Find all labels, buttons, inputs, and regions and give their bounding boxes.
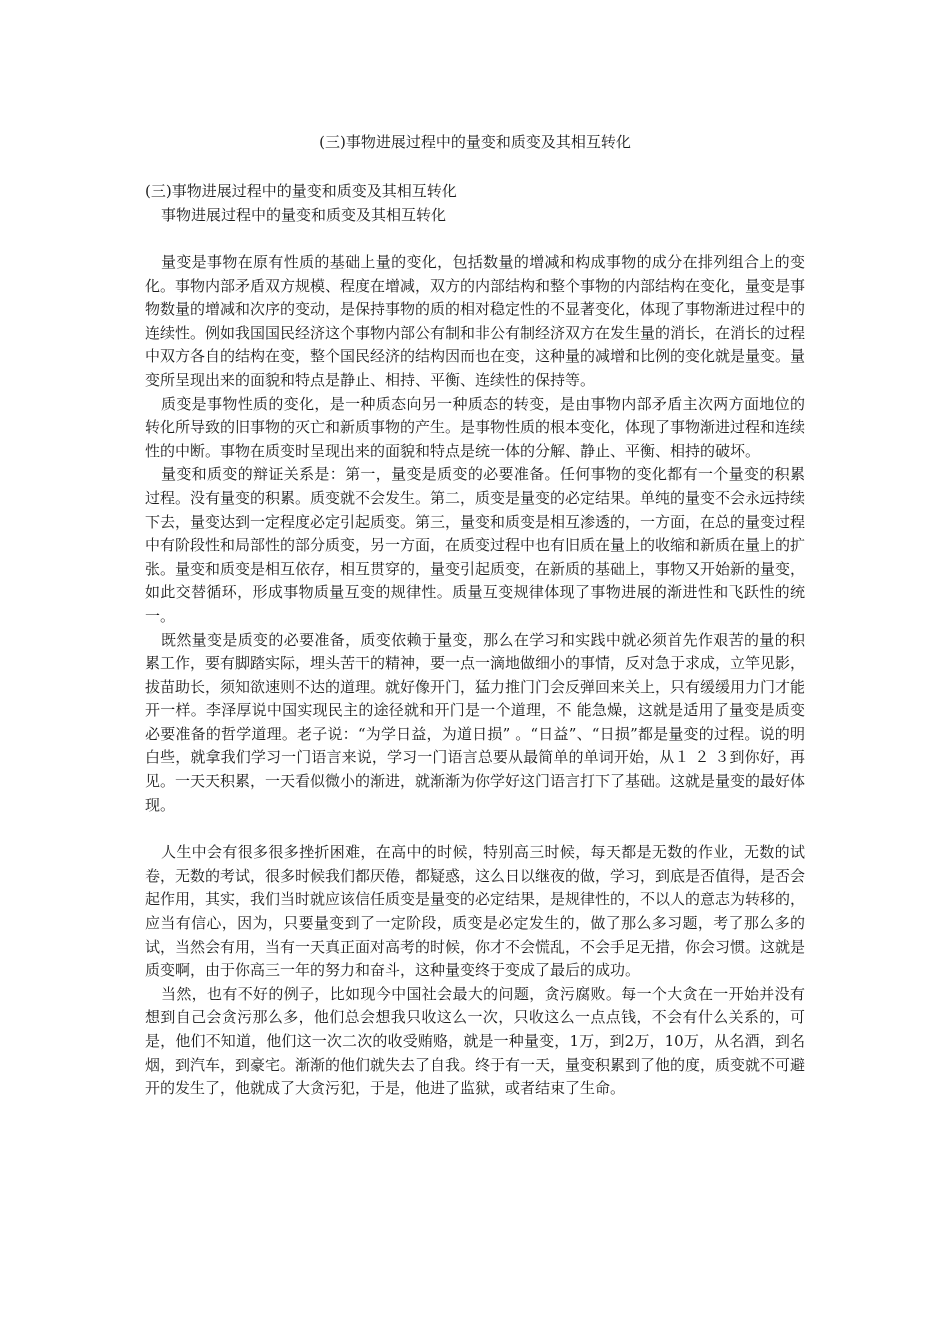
section-heading: (三)事物进展过程中的量变和质变及其相互转化 — [145, 182, 457, 200]
paragraph-qualitative-change: 质变是事物性质的变化，是一种质态向另一种质态的转变，是由事物内部矛盾主次两方面地位的转化所导致的旧事物的灭亡和新质事物的产生。是事物性质的根本变化，体现了事物渐进过程和连续性的中断。事物在质变时呈现出来的面貌和特点是统一体的分解、静止、平衡、相持的破坏。 — [145, 394, 806, 460]
paragraph-quantitative-change: 量变是事物在原有性质的基础上量的变化，包括数量的增减和构成事物的成分在排列组合上的变化。事物内部矛盾双方规模、程度在增减，双方的内部结构和整个事物的内部结构在变化，量变是事物数量的增减和次序的变动，是保持事物的质的相对稳定性的不显著变化，体现了事物渐进过程中的连续性。例如我国国民经济这个事物内部公有制和非公有制经济双方在发生量的消长，在消长的过程中双方各自的结构在变，整个国民经济的结构因而也在变，这种量的减增和比例的变化就是量变。量变所呈现出来的面貌和特点是静止、相持、平衡、连续性的保持等。 — [145, 253, 806, 389]
document-title: (三)事物进展过程中的量变和质变及其相互转化 — [319, 133, 631, 151]
paragraph-spacer — [145, 817, 805, 841]
paragraph-life-example: 人生中会有很多很多挫折困难，在高中的时候，特别高三时候，每天都是无数的作业，无数的试卷，无数的考试，很多时候我们都厌倦，都疑惑，这么日以继夜的做，学习，到底是否值得，是否会起作用，其实，我们当时就应该信任质变是量变的必定结果，是规律性的，不以人的意志为转移的，应当有信心，因为，只要量变到了一定阶段，质变是必定发生的，做了那么多习题，考了那么多的试，当然会有用，当有一天真正面对高考的时候，你才不会慌乱，不会手足无措，你会习惯。这就是质变啊，由于你高三一年的努力和奋斗，这种量变终于变成了最后的成功。 — [145, 843, 806, 980]
paragraph-dialectical-relation: 量变和质变的辩证关系是：第一，量变是质变的必要准备。任何事物的变化都有一个量变的积累过程。没有量变的积累。质变就不会发生。第二，质变是量变的必定结果。单纯的量变不会永远持续下去，量变达到一定程度必定引起质变。第三，量变和质变是相互渗透的，一方面，在总的量变过程中有阶段性和局部性的部分质变，另一方面，在质变过程中也有旧质在量上的收缩和新质在量上的扩张。量变和质变是相互依存，相互贯穿的，量变引起质变，在新质的基础上，事物又开始新的量变，如此交替循环，形成事物质量互变的规律性。质量互变规律体现了事物进展的渐进性和飞跃性的统一。 — [145, 465, 806, 625]
section-subheading: 事物进展过程中的量变和质变及其相互转化 — [161, 206, 447, 224]
paragraph-corruption-example: 当然，也有不好的例子，比如现今中国社会最大的问题，贪污腐败。每一个大贪在一开始并没有想到自己会贪污那么多，他们总会想我只收这么一次，只收这么一点点钱，不会有什么关系的，可是，他们不知道，他们这一次二次的收受贿赂，就是一种量变，1万，到2万，10万，从名酒，到名烟，到汽车，到豪宅。渐渐的他们就失去了自我。终于有一天，量变积累到了他的度，质变就不可避开的发生了，他就成了大贪污犯，于是，他进了监狱，或者结束了生命。 — [145, 984, 806, 1098]
paragraph-accumulation: 既然量变是质变的必要准备，质变依赖于量变，那么在学习和实践中就必须首先作艰苦的量的积累工作，要有脚踏实际，埋头苦干的精神，要一点一滴地做细小的事情，反对急于求成，立竿见影，拔苗助长，须知欲速则不达的道理。就好像开门，猛力推门门会反弹回来关上，只有缓缓用力门才能开一样。李泽厚说中国实现民主的途径就和开门是一个道理，不 能急燥，这就是适用了量变是质变必要准备的哲学道理。老子说：“为学日益，为道日损” 。“日益”、“日损”都是量变的过程。说的明白些，就拿我们学习一门语言来说，学习一门语言总要从最简单的单词开始，从１ ２ ３到你好，再见。一天天积累，一天看似微小的渐进，就渐渐为你学好这门语言打下了基础。这就是量变的最好体现。 — [145, 630, 806, 814]
document-body — [145, 251, 805, 1101]
